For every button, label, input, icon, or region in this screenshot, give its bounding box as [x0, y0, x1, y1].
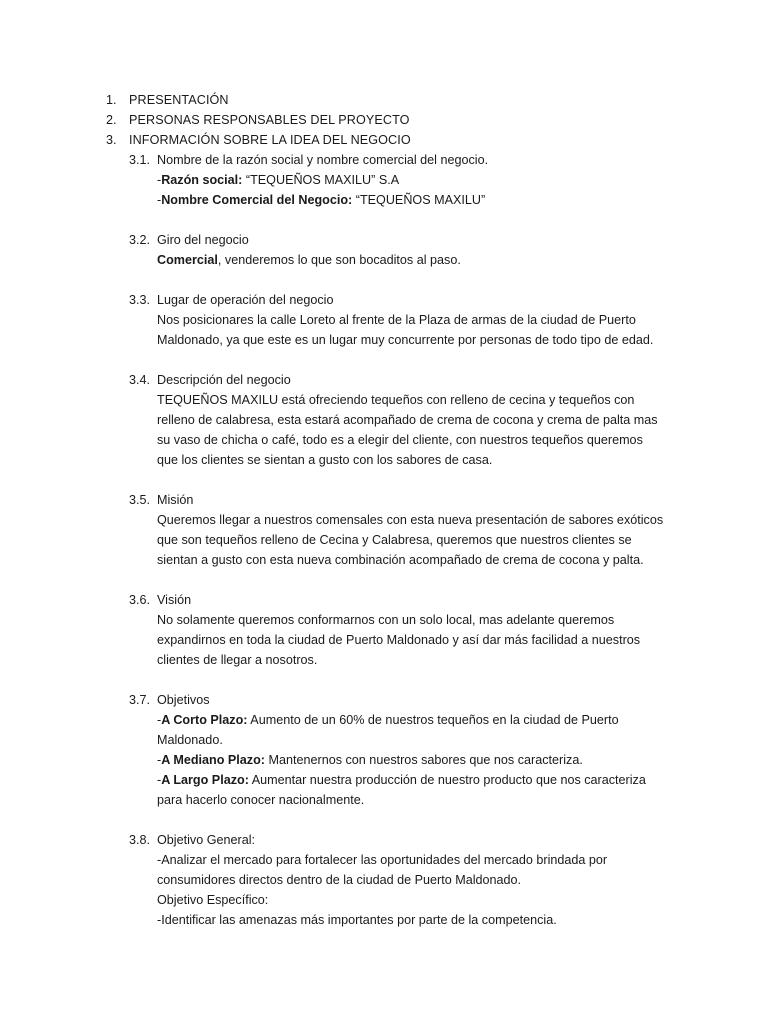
largo-plazo-line: [157, 770, 657, 790]
paragraph-line: relleno de calabresa, esta estará acompañado de crema de cocona y crema de palta mas: [157, 413, 658, 427]
section-body: [157, 850, 657, 930]
toc-number: 3.: [106, 133, 117, 147]
section-3-6: [0, 590, 768, 670]
section-number: 3.6.: [129, 593, 151, 607]
toc-title: PRESENTACIÓN: [129, 93, 229, 107]
largo-plazo-text: Aumentar nuestra producción de nuestro producto que nos caracteriza: [248, 773, 646, 787]
paragraph-line: -Analizar el mercado para fortalecer las oportunidades del mercado brindada por: [157, 853, 608, 867]
giro-text: , venderemos lo que son bocaditos al paso.: [217, 253, 461, 267]
dash: -: [157, 173, 162, 187]
section-title: Lugar de operación del negocio: [157, 293, 334, 307]
largo-plazo-line-cont: para hacerlo conocer nacionalmente.: [157, 793, 365, 807]
nombre-comercial-value: “TEQUEÑOS MAXILU”: [352, 193, 486, 207]
section-title: Misión: [157, 493, 194, 507]
section-number: 3.8.: [129, 833, 151, 847]
giro-line: [157, 250, 657, 270]
toc-title: PERSONAS RESPONSABLES DEL PROYECTO: [129, 113, 410, 127]
paragraph-line: -Identificar las amenazas más importantes por parte de la competencia.: [157, 913, 557, 927]
giro-label: Comercial: [157, 253, 218, 267]
section-body: [157, 250, 657, 270]
section-number: 3.2.: [129, 233, 151, 247]
toc-number: 2.: [106, 113, 117, 127]
section-title: Descripción del negocio: [157, 373, 291, 387]
paragraph-line: Queremos llegar a nuestros comensales con esta nueva presentación de sabores exóticos: [157, 513, 664, 527]
paragraph-line: consumidores directos dentro de la ciudad de Puerto Maldonado.: [157, 873, 522, 887]
paragraph-line: Maldonado, ya que este es un lugar muy concurrente por personas de todo tipo de edad.: [157, 333, 654, 347]
dash: -: [157, 753, 162, 767]
section-3-5: [0, 490, 768, 570]
corto-plazo-text: Aumento de un 60% de nuestros tequeños en la ciudad de Puerto: [247, 713, 619, 727]
section-3-3: [0, 290, 768, 350]
section-heading: [0, 290, 768, 310]
largo-plazo-label: A Largo Plazo:: [161, 773, 249, 787]
mediano-plazo-label: A Mediano Plazo:: [161, 753, 265, 767]
dash: -: [157, 773, 162, 787]
section-body: [157, 510, 664, 570]
section-3-8: [0, 830, 768, 930]
section-title: Nombre de la razón social y nombre comercial del negocio.: [157, 153, 489, 167]
corto-plazo-label: A Corto Plazo:: [161, 713, 248, 727]
toc-item-2: [0, 110, 768, 130]
paragraph-line: que son tequeños relleno de Cecina y Calabresa, queremos que nuestros clientes se: [157, 533, 632, 547]
section-heading: [0, 490, 768, 510]
paragraph-line: No solamente queremos conformarnos con un solo local, mas adelante queremos: [157, 613, 615, 627]
toc-title: INFORMACIÓN SOBRE LA IDEA DEL NEGOCIO: [129, 133, 411, 147]
section-number: 3.7.: [129, 693, 151, 707]
paragraph-line: sientan a gusto con esta nueva combinación acompañado de crema de cocona y palta.: [157, 553, 644, 567]
mediano-plazo-line: [157, 750, 657, 770]
paragraph-line: Nos posicionares la calle Loreto al frente de la Plaza de armas de la ciudad de Puerto: [157, 313, 636, 327]
paragraph-line: clientes de llegar a nosotros.: [157, 653, 318, 667]
toc-list: [0, 90, 768, 150]
section-heading: [0, 230, 768, 250]
toc-item-3: [0, 130, 768, 150]
toc-item-1: [0, 90, 768, 110]
section-body: [157, 610, 657, 670]
corto-plazo-line-cont: Maldonado.: [157, 733, 223, 747]
nombre-comercial-label: Nombre Comercial del Negocio:: [161, 193, 353, 207]
section-title: Visión: [157, 593, 192, 607]
section-body: [157, 170, 657, 210]
section-body: [157, 310, 657, 350]
dash: -: [157, 193, 162, 207]
nombre-comercial-line: [157, 190, 657, 210]
section-body: [157, 710, 657, 810]
section-title: Objetivo General:: [157, 833, 256, 847]
paragraph-line: TEQUEÑOS MAXILU está ofreciendo tequeños con relleno de cecina y tequeños con: [157, 393, 635, 407]
section-title: Giro del negocio: [157, 233, 249, 247]
section-heading: [0, 370, 768, 390]
razon-social-label: Razón social:: [161, 173, 243, 187]
section-number: 3.4.: [129, 373, 151, 387]
paragraph-line: que los clientes se sientan a gusto con los sabores de casa.: [157, 453, 493, 467]
razon-social-line: [157, 170, 657, 190]
razon-social-value: “TEQUEÑOS MAXILU” S.A: [242, 173, 400, 187]
dash: -: [157, 713, 162, 727]
section-3-4: [0, 370, 768, 470]
section-number: 3.3.: [129, 293, 151, 307]
section-3-7: [0, 690, 768, 810]
corto-plazo-line: [157, 710, 657, 730]
section-heading: [0, 690, 768, 710]
section-heading: [0, 590, 768, 610]
section-heading: [0, 830, 768, 850]
document-body: [0, 90, 768, 930]
section-3-2: [0, 230, 768, 270]
paragraph-line: expandirnos en toda la ciudad de Puerto Maldonado y así dar más facilidad a nuestros: [157, 633, 641, 647]
section-heading: [0, 150, 768, 170]
section-body: [157, 390, 657, 470]
mediano-plazo-text: Mantenernos con nuestros sabores que nos caracteriza.: [265, 753, 583, 767]
toc-number: 1.: [106, 93, 117, 107]
section-title: Objetivos: [157, 693, 210, 707]
paragraph-line: su vaso de chicha o café, todo es a elegir del cliente, con nuestros tequeños queremos: [157, 433, 643, 447]
section-number: 3.5.: [129, 493, 151, 507]
objetivo-especifico-heading: Objetivo Específico:: [157, 893, 269, 907]
section-number: 3.1.: [129, 153, 151, 167]
section-3-1: [0, 150, 768, 210]
